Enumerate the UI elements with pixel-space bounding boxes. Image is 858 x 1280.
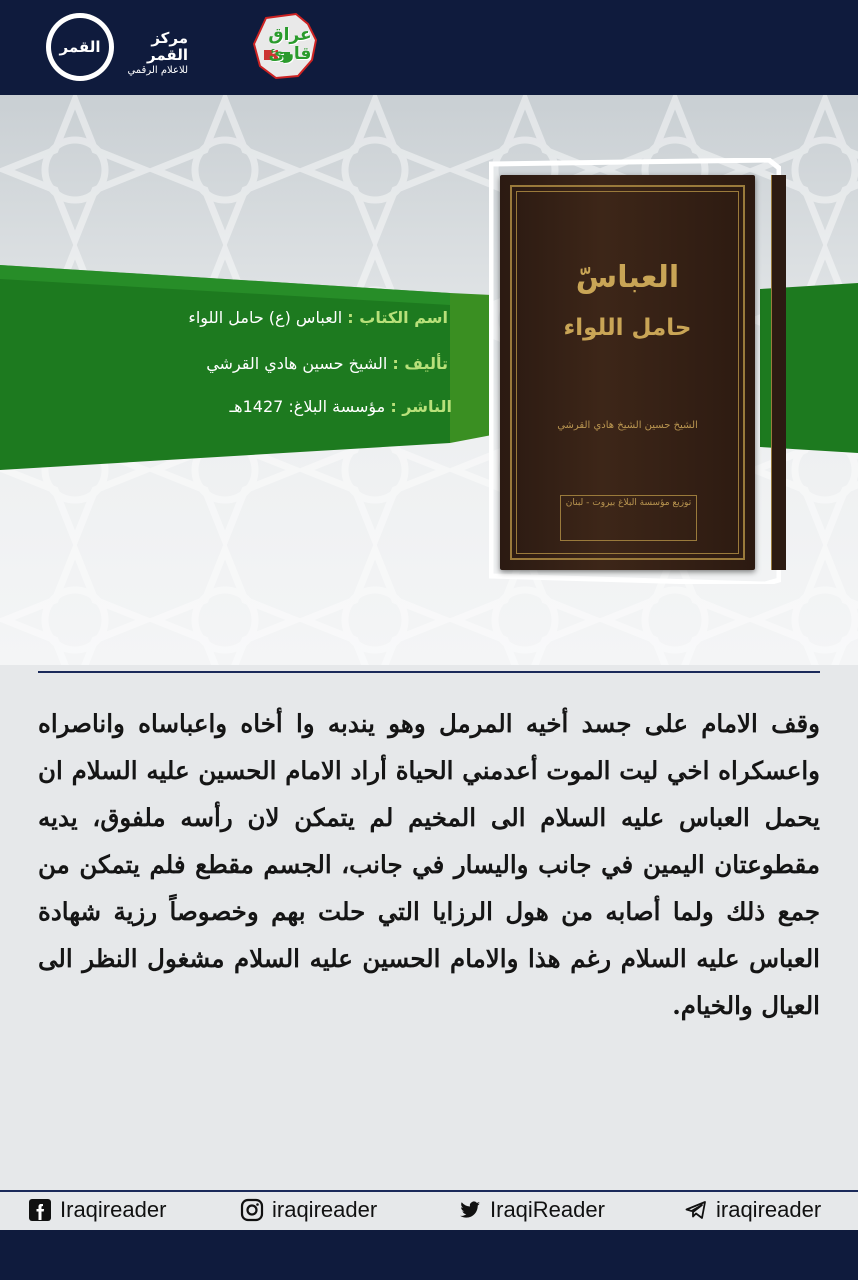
book-cover-title: العباسّ — [575, 260, 680, 295]
facebook-icon — [28, 1198, 52, 1222]
qamar-logo-mark: القمر — [51, 18, 109, 76]
body-paragraph: وقف الامام على جسد أخيه المرمل وهو يندبه وا أخاه واعباساه واناصراه واعسكراه اخي ليت الموت أعدمني الحياة أراد الامام الحسين عليه السلام ان يحمل العباس عليه السلام الى المخيم لم يتمكن لان رأسه ملفوق، يديه مقطوعتان اليمين في جانب واليسار في جانب، الجسم مقطع فلم يتمكن من جمع ذلك ولما أصابه من هول الرزايا التي حلت بهم وخصوصاً رزية شهادة العباس عليه السلام رغم هذا والامام الحسين عليه السلام مشغول النظر الى العيال والخيام. — [38, 709, 820, 1020]
divider-line — [38, 671, 820, 673]
twitter-handle: IraqiReader — [490, 1197, 605, 1222]
info-book-name — [188, 308, 448, 327]
qamar-brand-text — [118, 30, 188, 78]
telegram-icon — [684, 1198, 708, 1222]
telegram-handle: iraqireader — [716, 1197, 822, 1222]
book-name-label: اسم الكتاب : — [347, 308, 448, 327]
reader-logo-text: عراق قارئ — [268, 25, 312, 64]
author-label: تأليف : — [392, 354, 448, 373]
header-bar — [0, 0, 858, 95]
instagram-handle: iraqireader — [272, 1197, 378, 1222]
bottom-bar — [0, 1230, 858, 1280]
social-twitter[interactable] — [458, 1194, 605, 1226]
social-telegram[interactable] — [684, 1194, 821, 1226]
publisher-value: مؤسسة البلاغ: 1427هـ — [229, 397, 386, 416]
instagram-icon — [240, 1198, 264, 1222]
social-facebook[interactable] — [28, 1194, 166, 1226]
publisher-label: الناشر : — [390, 397, 452, 416]
twitter-icon — [458, 1198, 482, 1222]
book-name-value: العباس (ع) حامل اللواء — [188, 308, 343, 327]
social-instagram[interactable] — [240, 1194, 377, 1226]
qamar-logo — [46, 13, 114, 81]
book-cover — [500, 175, 755, 570]
info-author — [206, 354, 448, 373]
footer-divider — [0, 1190, 858, 1192]
info-publisher — [229, 397, 452, 416]
book-cover-publisher: توزيع مؤسسة البلاغ بيروت - لبنان — [560, 495, 697, 541]
facebook-handle: Iraqireader — [60, 1197, 167, 1222]
qamar-title: مركز القمر — [147, 29, 188, 64]
qamar-subtitle: للاعلام الرقمي — [127, 65, 188, 76]
author-value: الشيخ حسين هادي القرشي — [206, 354, 388, 373]
book-spine — [771, 175, 786, 570]
book-cover-author: الشيخ حسين الشيخ هادي القرشي — [557, 420, 698, 431]
iraqi-reader-logo — [246, 10, 334, 84]
book-cover-subtitle: حامل اللواء — [563, 315, 692, 341]
